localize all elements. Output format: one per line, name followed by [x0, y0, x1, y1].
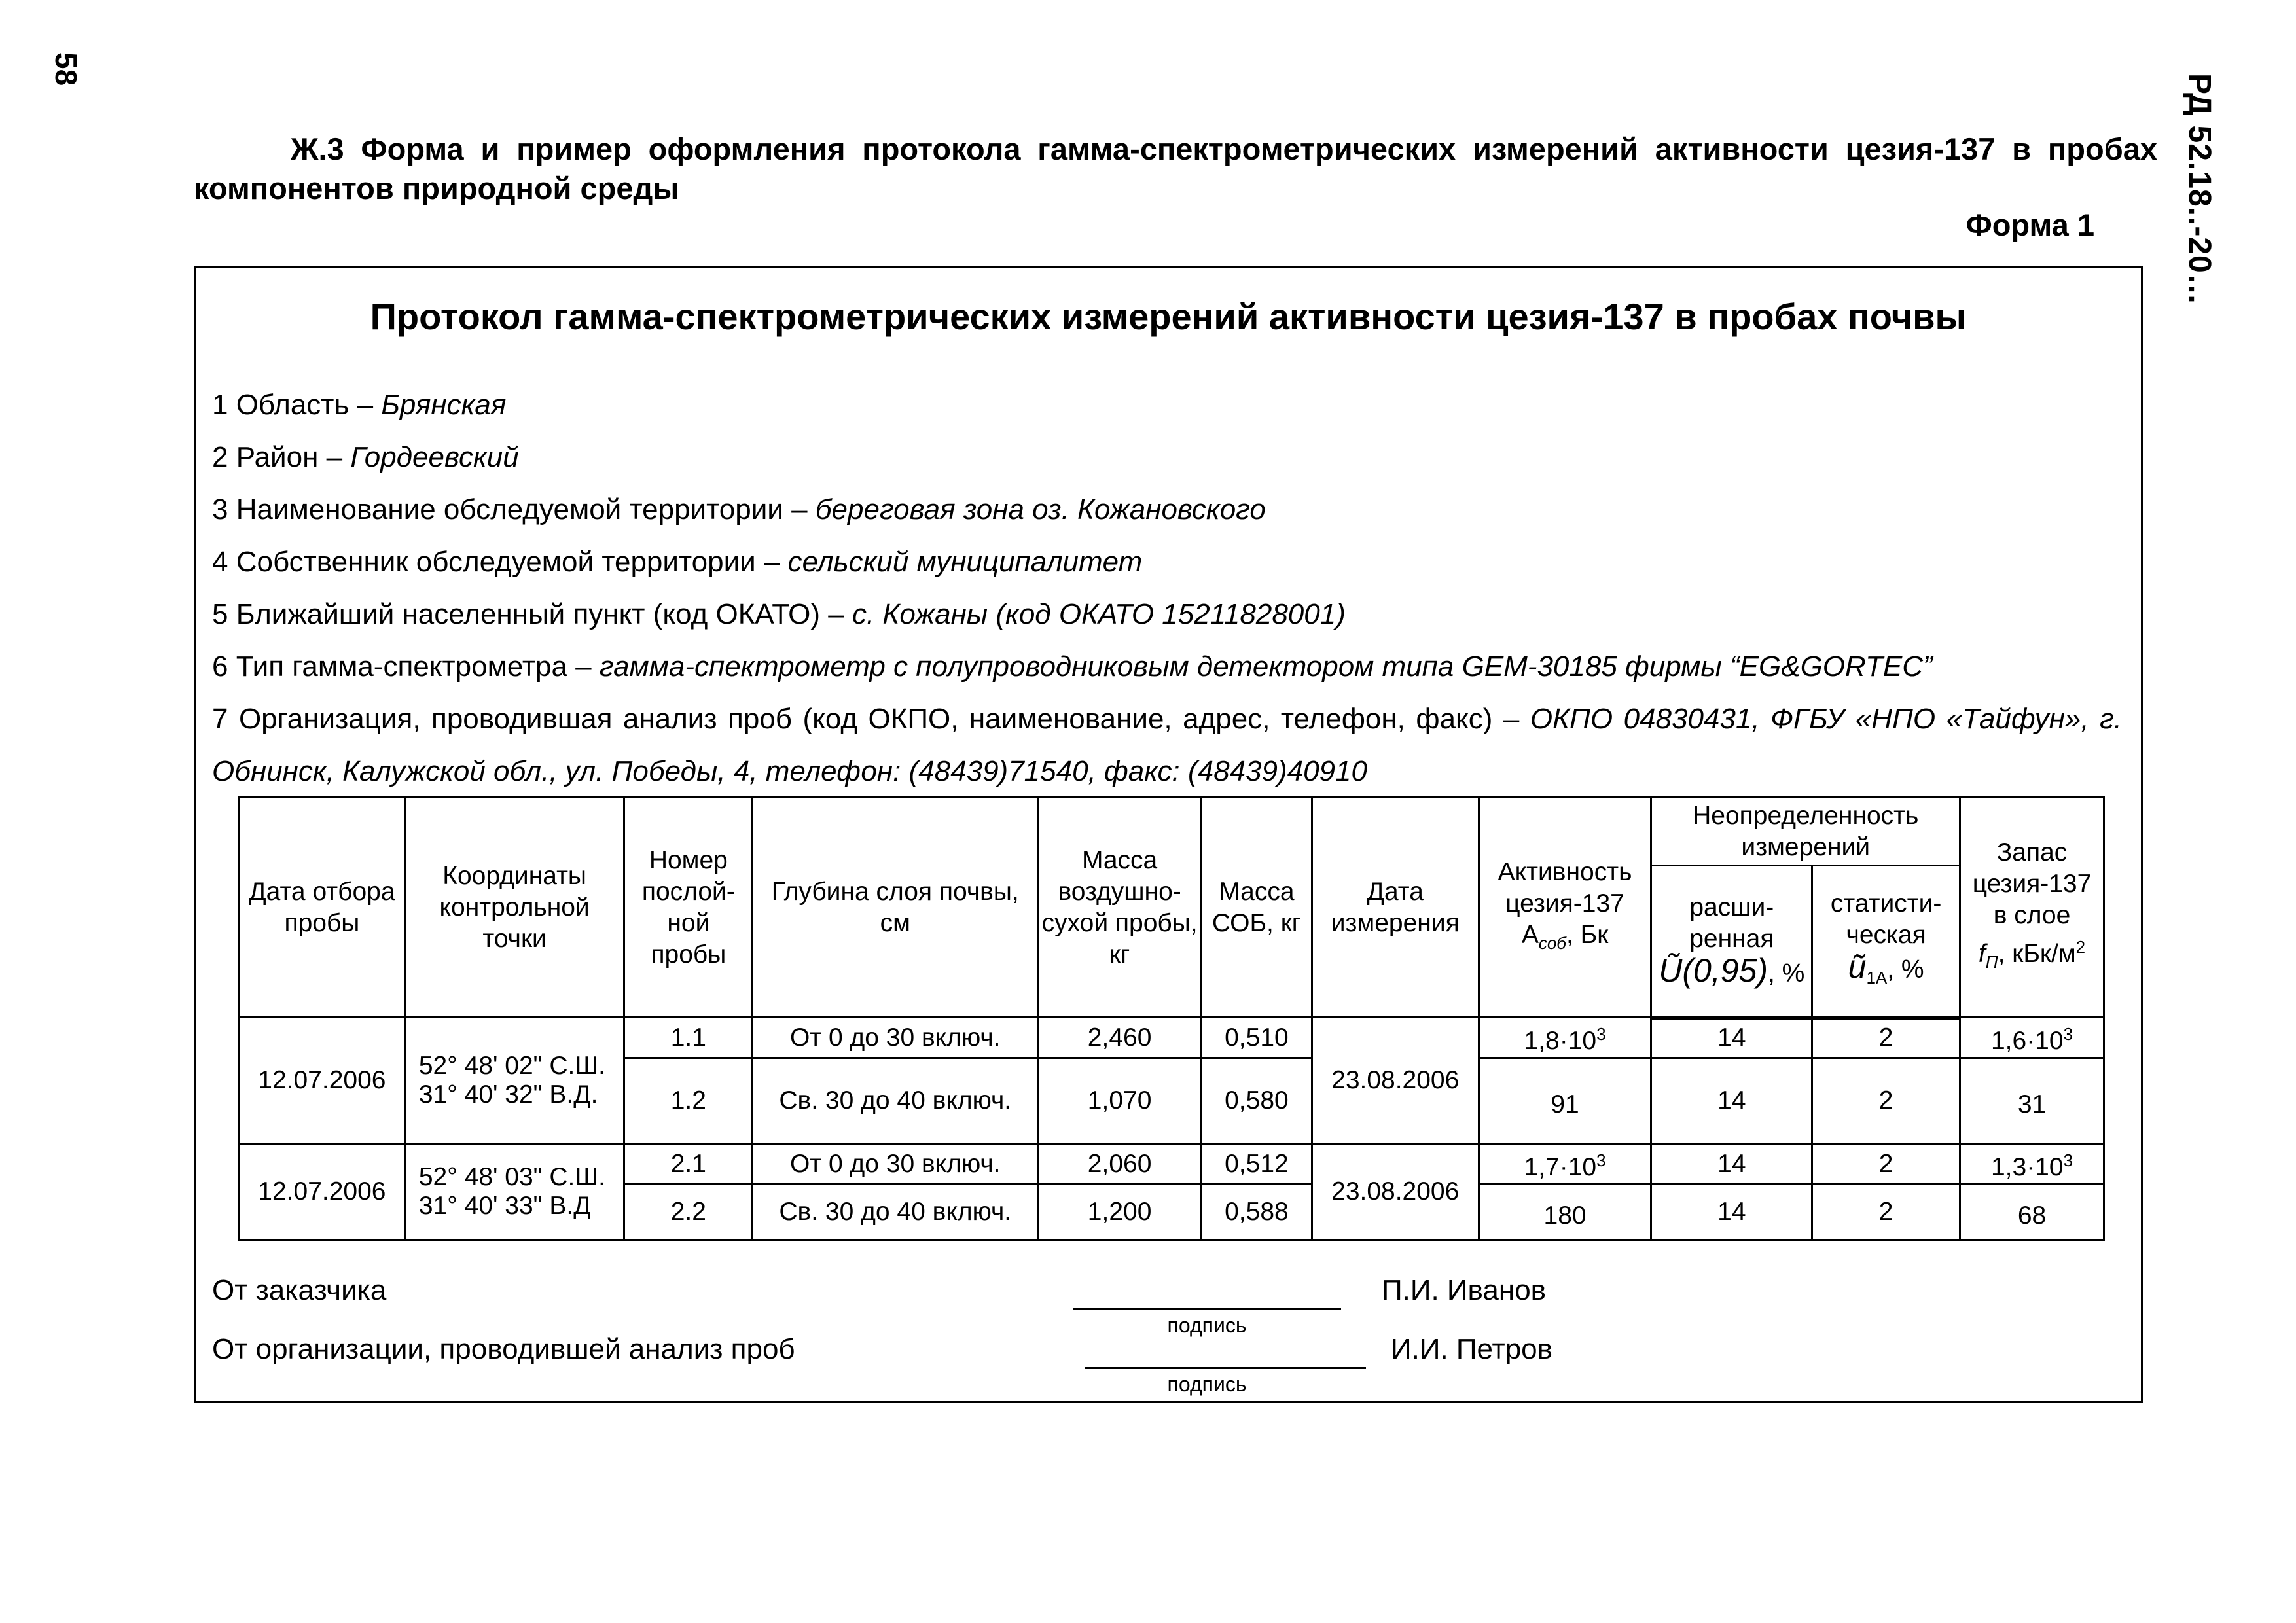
header-activity	[1479, 798, 1651, 1018]
cell-activity	[1479, 1018, 1651, 1058]
cell-expanded: 14	[1651, 1185, 1812, 1240]
header-layer-number: Номер послой-ной пробы	[624, 798, 753, 1018]
cell-coordinates: 52° 48' 03" С.Ш. 31° 40' 33" В.Д	[404, 1144, 624, 1240]
info-item-territory	[212, 484, 2122, 536]
activity-title: Активность цезия-137	[1498, 857, 1632, 918]
page-number: 58	[49, 52, 83, 86]
info-value: ОКПО 04830431, ФГБУ «НПО «Тайфун», г. Обнинск, Калужской обл., ул. Победы, 4, телефон: (48439)71540, факс: (48439)40910	[212, 703, 2122, 787]
signature-organization-role: От организации, проводившей анализ проб	[212, 1333, 795, 1365]
cell-air-dry-mass: 2,460	[1038, 1018, 1202, 1058]
info-value: гамма-спектрометр с полупроводниковым детектором типа GEM-30185 фирмы “EG&GORTEC”	[599, 651, 1933, 683]
expanded-symbol: Ũ(0,95)	[1659, 952, 1768, 990]
stock-value: 1,3·10	[1990, 1153, 2064, 1181]
cell-activity	[1479, 1058, 1651, 1144]
results-table	[238, 796, 2105, 1241]
info-label: 7 Организация, проводившая анализ проб (код ОКПО, наименование, адрес, телефон, факс) –	[212, 703, 1530, 735]
cell-statistical: 2	[1812, 1018, 1960, 1058]
stock-symbol: f	[1978, 940, 1986, 969]
info-value: сельский муниципалитет	[787, 546, 1143, 578]
info-label: 6 Тип гамма-спектрометра –	[212, 651, 600, 683]
activity-value: 1,8·10	[1524, 1027, 1597, 1055]
cell-number: 1.2	[624, 1058, 753, 1144]
info-value: с. Кожаны (код ОКАТО 15211828001)	[852, 598, 1346, 630]
cell-air-dry-mass: 1,070	[1038, 1058, 1202, 1144]
info-item-spectrometer	[212, 641, 2122, 693]
protocol-frame	[194, 266, 2143, 1403]
header-expanded	[1651, 866, 1812, 1018]
header-uncertainty: Неопределенность измерений	[1651, 798, 1960, 866]
cell-air-dry-mass: 2,060	[1038, 1144, 1202, 1185]
protocol-info-list	[212, 379, 2122, 798]
activity-exponent: 3	[1596, 1150, 1606, 1170]
form-label: Форма 1	[1965, 207, 2094, 242]
cell-measurement-date: 23.08.2006	[1312, 1018, 1479, 1144]
info-item-owner	[212, 536, 2122, 588]
cell-sob-mass: 0,512	[1202, 1144, 1312, 1185]
statistical-symbol: ũ	[1848, 948, 1867, 986]
header-statistical	[1812, 866, 1960, 1018]
signature-organization-caption: подпись	[1167, 1372, 1247, 1396]
cell-depth: Св. 30 до 40 включ.	[753, 1058, 1038, 1144]
activity-subscript: соб	[1538, 933, 1566, 953]
header-air-dry-mass: Масса воздушно-сухой пробы, кг	[1038, 798, 1202, 1018]
header-date-sampling: Дата отбора пробы	[240, 798, 405, 1018]
info-value: Гордеевский	[350, 441, 519, 473]
expanded-unit: , %	[1768, 959, 1805, 988]
cell-sob-mass: 0,588	[1202, 1185, 1312, 1240]
statistical-subscript: 1A	[1866, 968, 1888, 988]
info-label: 3 Наименование обследуемой территории –	[212, 493, 816, 526]
cell-activity	[1479, 1144, 1651, 1185]
cell-depth: Св. 30 до 40 включ.	[753, 1185, 1038, 1240]
info-value: Брянская	[381, 389, 507, 421]
signature-organization-line	[1085, 1367, 1366, 1369]
table-row	[240, 1018, 2104, 1058]
header-depth: Глубина слоя почвы, см	[753, 798, 1038, 1018]
activity-unit: , Бк	[1566, 920, 1609, 949]
info-label: 2 Район –	[212, 441, 351, 473]
cell-statistical: 2	[1812, 1185, 1960, 1240]
cell-statistical: 2	[1812, 1144, 1960, 1185]
expanded-title: расши-ренная	[1689, 893, 1774, 954]
cell-statistical: 2	[1812, 1058, 1960, 1144]
info-label: 4 Собственник обследуемой территории –	[212, 546, 788, 578]
activity-symbol: А	[1521, 920, 1539, 949]
cell-expanded: 14	[1651, 1058, 1812, 1144]
header-stock	[1960, 798, 2104, 1018]
cell-depth: От 0 до 30 включ.	[753, 1144, 1038, 1185]
signature-customer-caption: подпись	[1167, 1313, 1247, 1337]
statistical-title: статисти-ческая	[1830, 889, 1942, 950]
info-label: 5 Ближайший населенный пункт (код ОКАТО) –	[212, 598, 852, 630]
header-measurement-date: Дата измерения	[1312, 798, 1479, 1018]
info-item-settlement	[212, 588, 2122, 641]
stock-value: 68	[2017, 1201, 2047, 1230]
cell-stock	[1960, 1144, 2104, 1185]
header-coordinates: Координаты контрольной точки	[404, 798, 624, 1018]
cell-number: 2.2	[624, 1185, 753, 1240]
signature-customer-name: П.И. Иванов	[1382, 1274, 1547, 1306]
info-label: 1 Область –	[212, 389, 382, 421]
stock-value: 1,6·10	[1990, 1027, 2064, 1055]
cell-coordinates: 52° 48' 02" С.Ш. 31° 40' 32" В.Д.	[404, 1018, 624, 1144]
cell-air-dry-mass: 1,200	[1038, 1185, 1202, 1240]
signature-customer-line	[1073, 1308, 1341, 1310]
cell-stock	[1960, 1058, 2104, 1144]
stock-title: Запас цезия-137 в слое	[1972, 838, 2092, 930]
info-item-region	[212, 379, 2122, 431]
stock-value: 31	[2017, 1090, 2047, 1118]
cell-stock	[1960, 1018, 2104, 1058]
info-item-organization	[212, 693, 2122, 798]
activity-value: 1,7·10	[1524, 1153, 1597, 1181]
activity-exponent: 3	[1596, 1024, 1606, 1044]
info-item-district	[212, 431, 2122, 484]
section-heading-text: Ж.3 Форма и пример оформления протокола гамма-спектрометрических измерений активности цезия-137 в пробах компонентов природной среды	[194, 132, 2157, 205]
table-row	[240, 1144, 2104, 1185]
statistical-unit: , %	[1887, 955, 1924, 984]
cell-expanded: 14	[1651, 1018, 1812, 1058]
stock-subscript: П	[1985, 952, 1998, 972]
cell-sob-mass: 0,580	[1202, 1058, 1312, 1144]
signature-organization-name: И.И. Петров	[1391, 1333, 1553, 1365]
stock-exponent: 3	[2063, 1024, 2073, 1044]
cell-measurement-date: 23.08.2006	[1312, 1144, 1479, 1240]
cell-depth: От 0 до 30 включ.	[753, 1018, 1038, 1058]
cell-activity	[1479, 1185, 1651, 1240]
cell-number: 2.1	[624, 1144, 753, 1185]
cell-date: 12.07.2006	[240, 1144, 405, 1240]
stock-unit: , кБк/м	[1998, 940, 2076, 969]
header-sob-mass: Масса СОБ, кг	[1202, 798, 1312, 1018]
section-heading	[194, 130, 2157, 208]
stock-exponent: 3	[2063, 1150, 2073, 1170]
cell-sob-mass: 0,510	[1202, 1018, 1312, 1058]
cell-number: 1.1	[624, 1018, 753, 1058]
document-code: РД 52.18..-20…	[2182, 73, 2217, 306]
signature-customer-role: От заказчика	[212, 1274, 387, 1306]
cell-stock	[1960, 1185, 2104, 1240]
activity-value: 91	[1551, 1090, 1579, 1118]
cell-date: 12.07.2006	[240, 1018, 405, 1144]
info-value: береговая зона оз. Кожановского	[815, 493, 1266, 526]
cell-expanded: 14	[1651, 1144, 1812, 1185]
activity-value: 180	[1543, 1201, 1587, 1230]
stock-superscript: 2	[2075, 937, 2086, 957]
protocol-title: Протокол гамма-спектрометрических измерений активности цезия-137 в пробах почвы	[370, 296, 1967, 337]
